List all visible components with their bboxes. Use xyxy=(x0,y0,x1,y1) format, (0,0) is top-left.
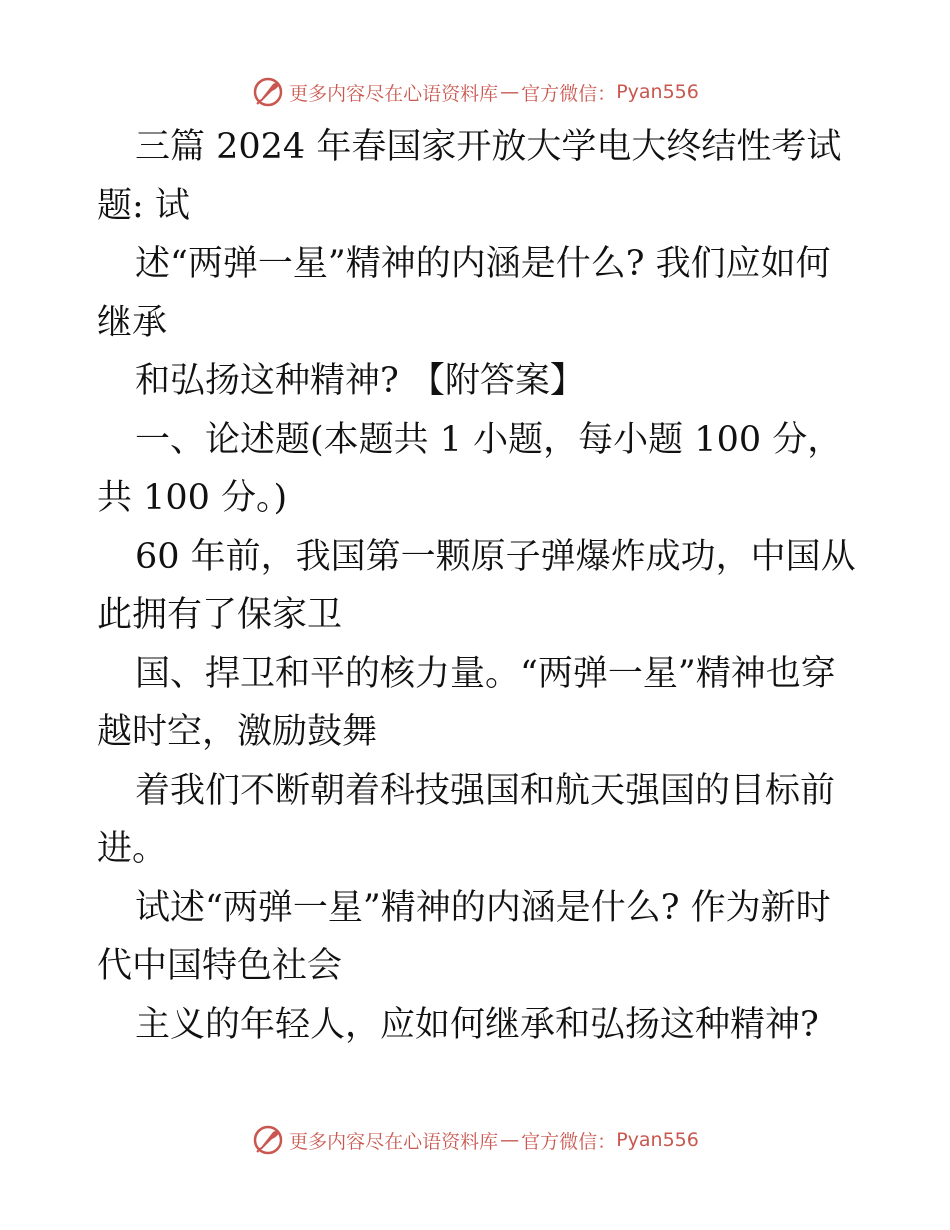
text-line: 主义的年轻人，应如何继承和弘扬这种精神? xyxy=(135,1004,819,1045)
text-line: 越时空，激励鼓舞 xyxy=(97,712,378,752)
watermark-separator: — xyxy=(500,81,520,103)
watermark-site-text: 更多内容尽在心语资料库 xyxy=(289,82,499,105)
text-line: 三篇 2024 年春国家开放大学电大终结性考试 xyxy=(135,127,842,167)
quill-pen-logo-icon xyxy=(251,75,285,109)
text-line: 和弘扬这种精神? 【附答案】 xyxy=(135,361,585,401)
text-line: 着我们不断朝着科技强国和航天强国的目标前 xyxy=(135,770,836,811)
header-watermark xyxy=(0,72,950,112)
text-line: 进。 xyxy=(97,829,168,869)
text-line: 继承 xyxy=(97,302,168,343)
text-line: 共 100 分。) xyxy=(97,478,288,518)
text-line: 60 年前，我国第一颗原子弹爆炸成功，中国从 xyxy=(135,536,856,577)
text-line: 代中国特色社会 xyxy=(97,946,343,986)
text-line: 述“两弹一星”精神的内涵是什么? 我们应如何 xyxy=(135,244,831,284)
watermark-site-text: 更多内容尽在心语资料库 xyxy=(289,1130,499,1153)
watermark-official-label: 官方微信： xyxy=(521,82,617,105)
document-body xyxy=(97,118,857,1054)
text-line: 一、论述题(本题共 1 小题，每小题 100 分， xyxy=(135,419,843,460)
document-text xyxy=(97,118,857,1054)
text-line: 此拥有了保家卫 xyxy=(97,595,343,635)
quill-pen-logo-icon xyxy=(251,1123,285,1157)
watermark-wechat-id: Pyan556 xyxy=(616,81,699,103)
watermark-official-label: 官方微信： xyxy=(521,1130,617,1153)
text-line: 题: 试 xyxy=(97,185,190,226)
text-line: 试述“两弹一星”精神的内涵是什么? 作为新时 xyxy=(135,887,831,928)
text-line: 国、捍卫和平的核力量。“两弹一星”精神也穿 xyxy=(135,653,836,694)
watermark-wechat-id: Pyan556 xyxy=(616,1129,699,1151)
footer-watermark xyxy=(0,1120,950,1160)
watermark-separator: — xyxy=(500,1129,520,1151)
